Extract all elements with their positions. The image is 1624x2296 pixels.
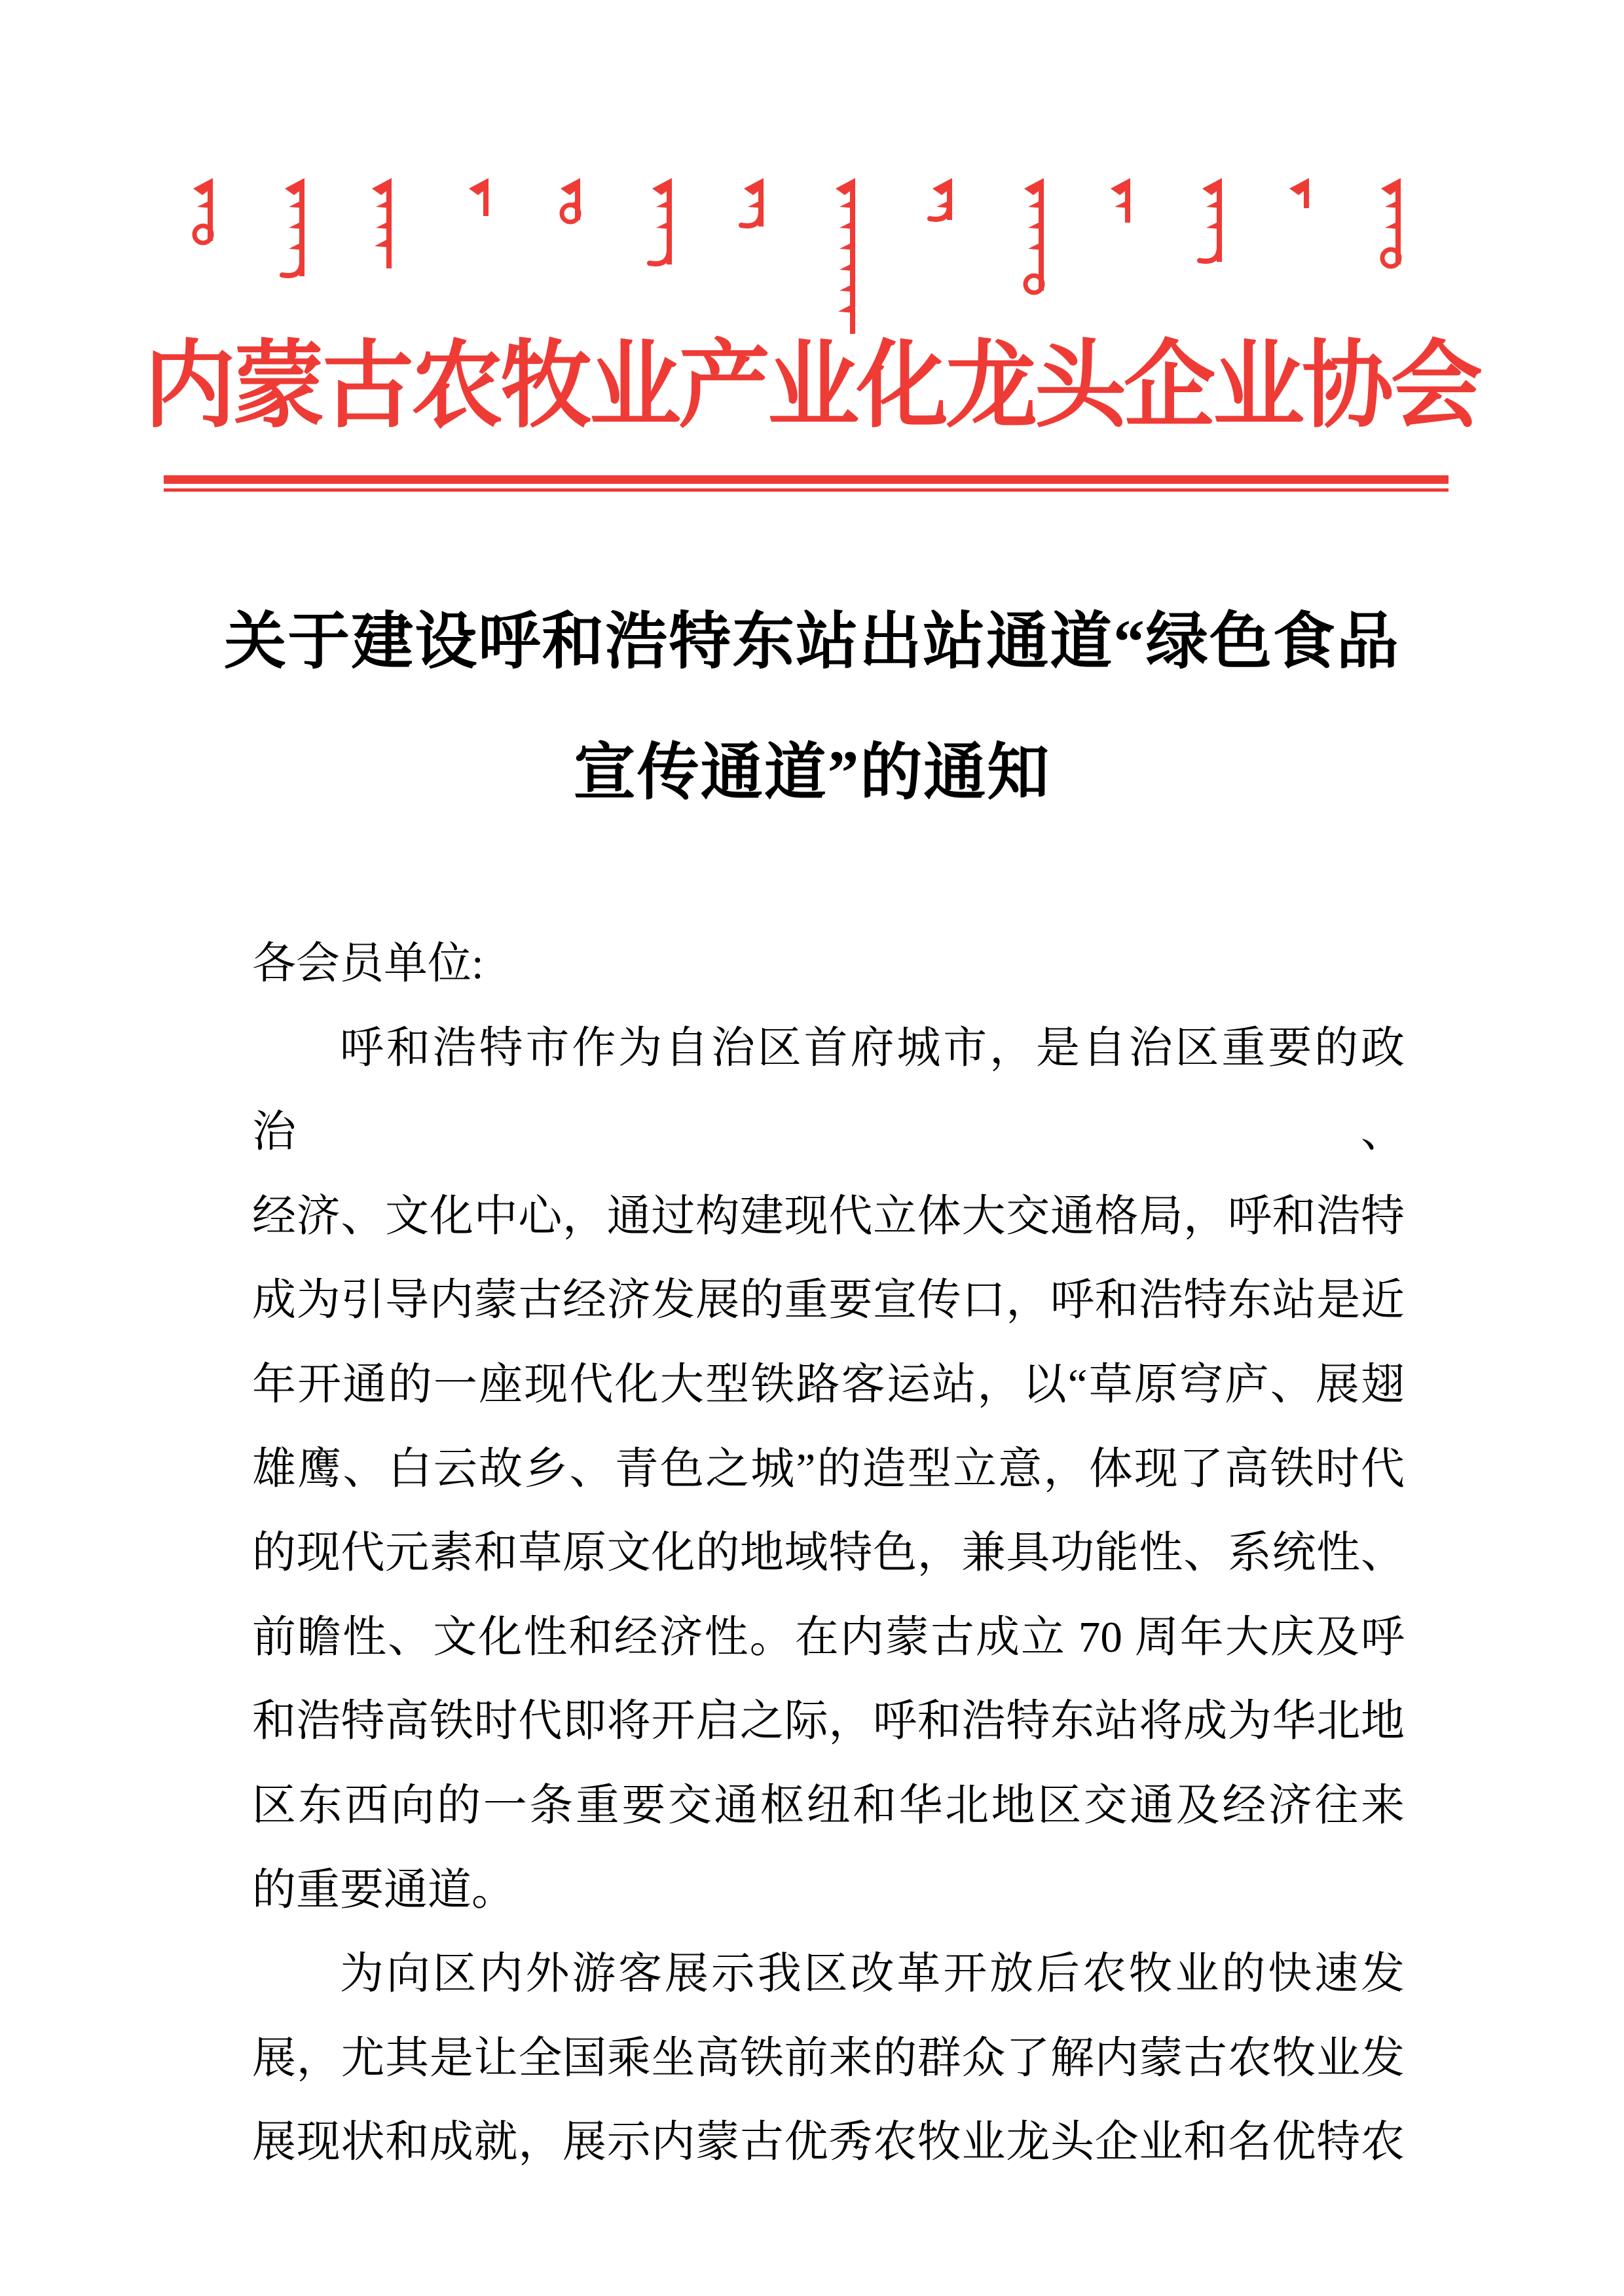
salutation: 各会员单位: (252, 939, 484, 988)
mongolian-hook-stroke (741, 208, 761, 226)
paragraph-2 (252, 1932, 1405, 2185)
body-line: 为向区内外游客展示我区改革开放后农牧业的快速发 (340, 1950, 1405, 1999)
body-line: 呼和浩特市作为自治区首府城市，是自治区重要的政治、 (252, 1023, 1405, 1157)
body-line: 展现状和成就，展示内蒙古优秀农牧业龙头企业和名优特农 (252, 2118, 1405, 2167)
red-divider-thick (164, 475, 1449, 484)
association-name-red-header: 内蒙古农牧业产业化龙头企业协会 (143, 334, 1480, 440)
body-line: 前瞻性、文化性和经济性。在内蒙古成立 70 周年大庆及呼 (252, 1613, 1405, 1662)
body-line: 经济、文化中心，通过构建现代立体大交通格局，呼和浩特 (252, 1192, 1405, 1241)
mongolian-hook-stroke (282, 258, 302, 276)
body-line: 年开通的一座现代化大型铁路客运站，以“草原穹庐、展翅 (252, 1360, 1405, 1409)
document-body (252, 922, 1405, 2185)
body-line: 展，尤其是让全国乘坐高铁前来的群众了解内蒙古农牧业发 (252, 2033, 1405, 2083)
paragraph-1 (252, 1006, 1405, 1933)
mongolian-hook-stroke (1200, 244, 1219, 261)
body-line: 成为引导内蒙古经济发展的重要宣传口，呼和浩特东站是近 (252, 1276, 1405, 1325)
mongolian-script-header (0, 178, 1624, 348)
body-line: 和浩特高铁时代即将开启之际，呼和浩特东站将成为华北地 (252, 1697, 1405, 1746)
body-line: 雄鹰、白云故乡、青色之城”的造型立意，体现了高铁时代 (252, 1444, 1405, 1493)
mongolian-word-column (1289, 178, 1309, 208)
mongolian-script-svg (0, 178, 1624, 348)
document-title (0, 576, 1624, 838)
title-line-2: 宣传通道”的通知 (573, 738, 1051, 807)
mongolian-word-column (469, 178, 489, 216)
mongolian-word-column (372, 178, 392, 268)
body-line: 区东西向的一条重要交通枢纽和华北地区交通及经济往来 (252, 1781, 1405, 1830)
mongolian-hook-stroke (650, 246, 669, 264)
title-line-1: 关于建设呼和浩特东站出站通道“绿色食品 (224, 607, 1400, 676)
mongolian-word-column (836, 178, 855, 334)
mongolian-word-column (1111, 178, 1130, 223)
body-line: 的重要通道。 (252, 1865, 515, 1914)
body-line: 的现代元素和草原文化的地域特色，兼具功能性、系统性、 (252, 1529, 1405, 1578)
red-divider-thin (164, 488, 1449, 492)
